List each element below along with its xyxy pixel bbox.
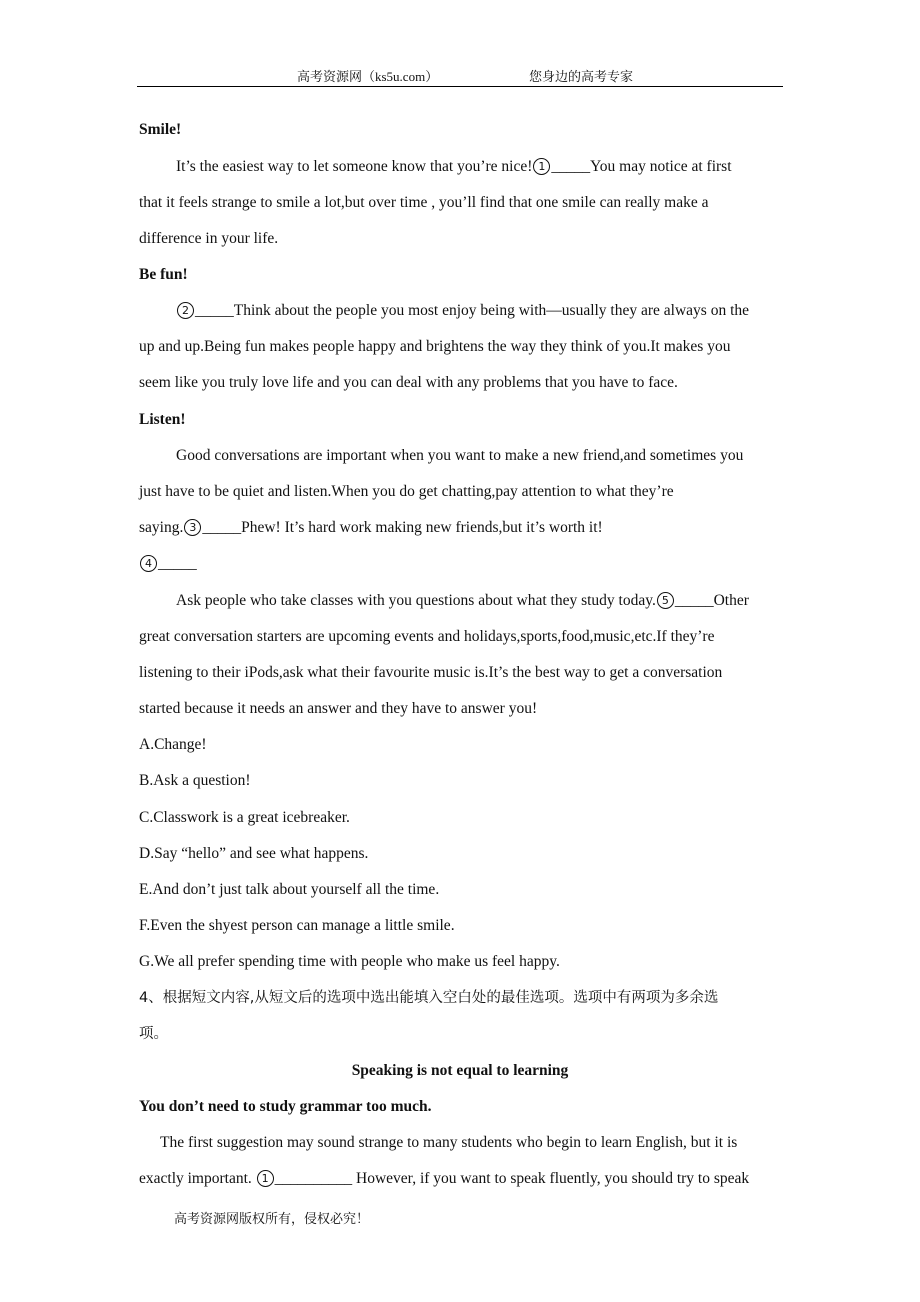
q4-blank-number-1: 1 [257, 1170, 274, 1187]
listen-line-1: Good conversations are important when you want to make a new friend,and sometimes you [176, 447, 744, 464]
header-site-name: 高考资源网（ks5u.com） [297, 69, 439, 84]
q4-line-2: exactly important. 1 __________ However, if you want to speak fluently, you should try to speak [139, 1170, 750, 1187]
heading-be-fun: Be fun! [139, 266, 188, 283]
q4-line-1: The first suggestion may sound strange to many students who begin to learn English, but it is [160, 1134, 738, 1151]
header-slogan: 您身边的高考专家 [529, 69, 634, 84]
heading-smile: Smile! [139, 121, 182, 138]
listen-line-3: saying. 3 _____Phew! It’s hard work making new friends,but it’s worth it! [139, 519, 603, 536]
blank-number-2: 2 [177, 302, 194, 319]
listen-line-2: just have to be quiet and listen.When you do get chatting,pay attention to what they’re [139, 483, 674, 500]
heading-blank-4: 4 _____ [139, 554, 197, 574]
heading-listen: Listen! [139, 411, 186, 428]
fourth-line-4: started because it needs an answer and they have to answer you! [139, 700, 538, 717]
fourth-line-3: listening to their iPods,ask what their favourite music is.It’s the best way to get a conversation [139, 664, 723, 681]
blank-number-5: 5 [657, 592, 674, 609]
option-d: D.Say “hello” and see what happens. [139, 845, 369, 862]
fourth-line-2: great conversation starters are upcoming events and holidays,sports,food,music,etc.If they’re [139, 628, 715, 645]
smile-line-1: It’s the easiest way to let someone know that you’re nice! 1 _____You may notice at first [176, 158, 732, 175]
question-4-instruction-cont: 项。 [139, 1026, 168, 1042]
option-g: G.We all prefer spending time with people who make us feel happy. [139, 953, 560, 970]
smile-line-3: difference in your life. [139, 230, 279, 247]
subheading-grammar: You don’t need to study grammar too much. [139, 1098, 432, 1115]
blank-number-1: 1 [533, 158, 550, 175]
option-c: C.Classwork is a great icebreaker. [139, 809, 350, 826]
question-4-instruction: 4、根据短文内容,从短文后的选项中选出能填入空白处的最佳选项。选项中有两项为多余选 [139, 990, 719, 1006]
blank-number-3: 3 [184, 519, 201, 536]
befun-line-1: 2 _____Think about the people you most enjoy being with—usually they are always on the [176, 301, 749, 321]
blank-number-4: 4 [140, 555, 157, 572]
option-e: E.And don’t just talk about yourself all the time. [139, 881, 440, 898]
page-footer: 高考资源网版权所有，侵权必究！ [174, 1212, 370, 1227]
page-header [137, 64, 783, 87]
smile-line-2: that it feels strange to smile a lot,but over time , you’ll find that one smile can really make a [139, 194, 709, 211]
option-b: B.Ask a question! [139, 772, 251, 789]
befun-line-3: seem like you truly love life and you can deal with any problems that you have to face. [139, 374, 678, 391]
option-a: A.Change! [139, 736, 207, 753]
fourth-line-1: Ask people who take classes with you questions about what they study today. 5 _____Other [176, 592, 749, 609]
option-f: F.Even the shyest person can manage a little smile. [139, 917, 455, 934]
passage-title: Speaking is not equal to learning [351, 1062, 569, 1079]
befun-line-2: up and up.Being fun makes people happy and brightens the way they think of you.It makes you [139, 338, 731, 355]
